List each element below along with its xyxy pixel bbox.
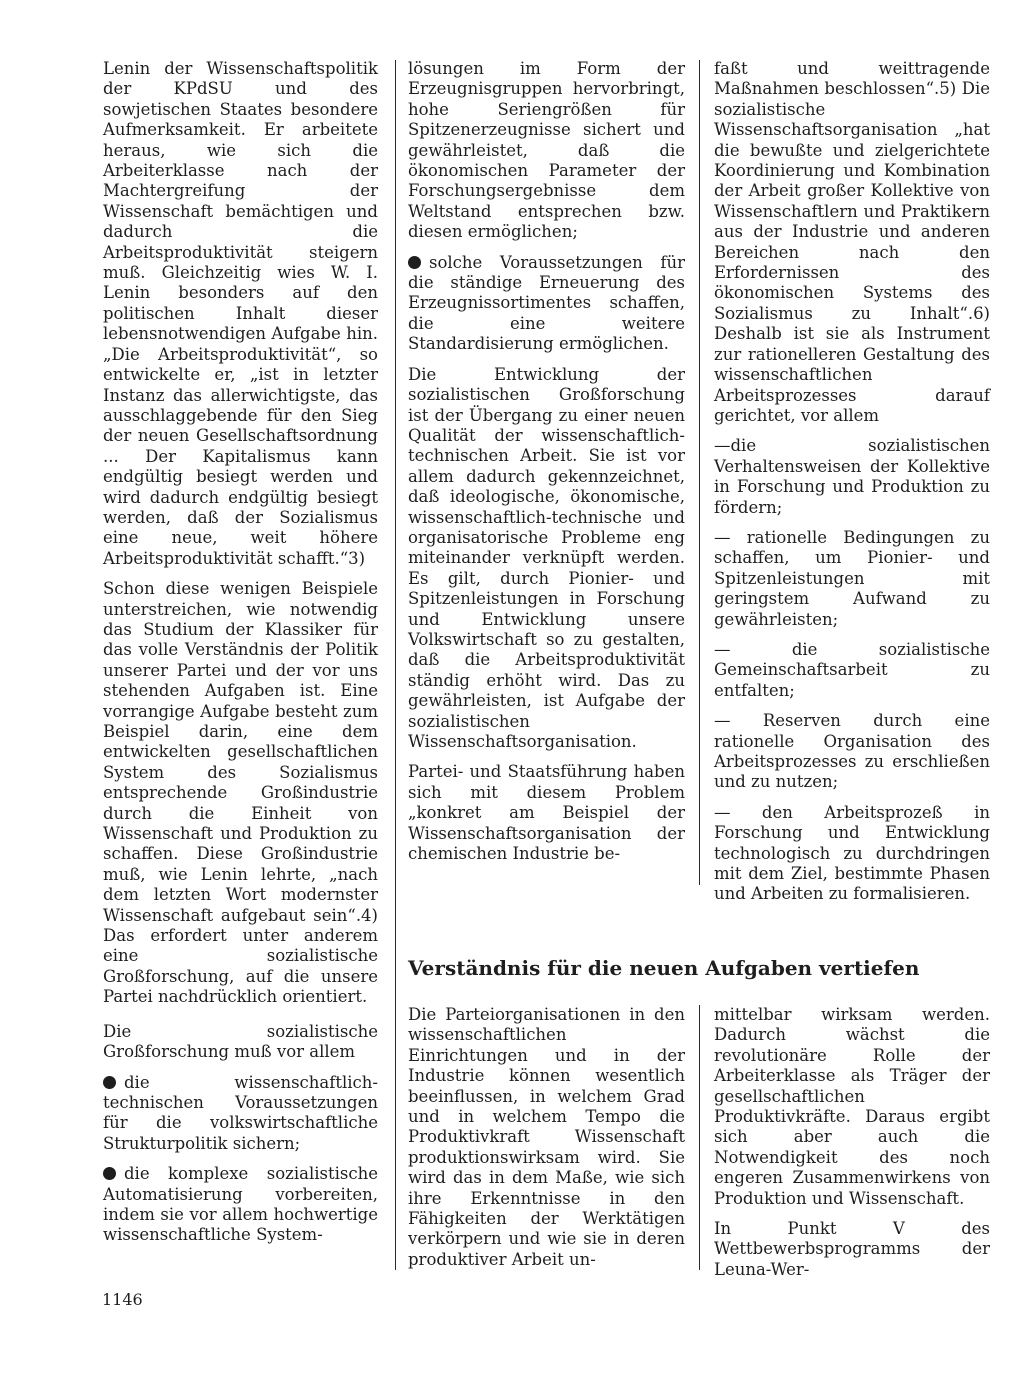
- paragraph: Die Parteiorganisationen in den wissenschaftlichen Einrichtungen und in der Industrie können wesentlich beeinflussen, in welchem Grad und in welchem Tempo die Produktivkraft Wissenschaft produktionswirksam wird. Sie wird das in dem Maße, wie sich ihre Erkenntnisse in den Fähigkeiten der Werktätigen verkörpern und wie sie in deren produktiver Arbeit un-: [408, 1005, 685, 1269]
- bullet-icon: [103, 1167, 116, 1180]
- paragraph: mittelbar wirksam werden. Dadurch wächst die revolutionäre Rolle der Arbeiterklasse als Träger der gesellschaftlichen Produktivkräfte. Daraus ergibt sich aber auch die Notwendigkeit des noch engeren Zusammenwirkens von Produktion und Wissenschaft.: [714, 1005, 990, 1208]
- bullet-item: [103, 1164, 378, 1246]
- bullet-text: die komplexe sozialistische Automatisierung vorbereiten, indem sie vor allem hochwertige wissenschaftliche System-: [103, 1164, 378, 1245]
- page-number: 1146: [102, 1290, 143, 1309]
- section-heading: Verständnis für die neuen Aufgaben vertiefen: [408, 956, 920, 980]
- paragraph: Die Entwicklung der sozialistischen Großforschung ist der Übergang zu einer neuen Qualität der wissenschaftlich-technischen Arbeit. Sie ist vor allem dadurch gekennzeichnet, daß ideologische, ökonomische, wissenschaftlich-technische und organisatorische Probleme eng miteinander verknüpft werden. Es gilt, durch Pionier- und Spitzenleistungen in Forschung und Entwicklung unsere Volkswirtschaft so zu gestalten, daß die Arbeitsproduktivität ständig erhöht wird. Das zu gewährleisten, ist Aufgabe der sozialistischen Wissenschaftsorganisation.: [408, 364, 685, 751]
- column-left: [103, 59, 378, 1256]
- column-right: [714, 59, 990, 915]
- paragraph: Die sozialistische Großforschung muß vor allem: [103, 1021, 378, 1062]
- section-column-right: [714, 1005, 990, 1290]
- bullet-text: die wissenschaftlich-technischen Voraussetzungen für die volkswirtschaftliche Strukturpolitik sichern;: [103, 1072, 378, 1153]
- bullet-icon: [408, 256, 421, 269]
- column-divider: [699, 60, 700, 885]
- column-divider: [699, 1005, 700, 1270]
- paragraph: lösungen im Form der Erzeugnisgruppen hervorbringt, hohe Seriengrößen für Spitzenerzeugnisse sichert und gewährleistet, daß die ökonomischen Parameter der Forschungsergebnisse dem Weltstand entsprechen bzw. diesen ermöglichen;: [408, 59, 685, 242]
- bullet-text: solche Voraussetzungen für die ständige Erneuerung des Erzeugnissortimentes schaffen, die eine weitere Standardisierung ermöglichen.: [408, 252, 685, 354]
- dash-item: — Reserven durch eine rationelle Organisation des Arbeitsprozesses zu erschließen und zu nutzen;: [714, 711, 990, 792]
- bullet-icon: [103, 1076, 116, 1089]
- dash-item: —die sozialistischen Verhaltensweisen der Kollektive in Forschung und Produktion zu fördern;: [714, 436, 990, 517]
- paragraph: Partei- und Staatsführung haben sich mit diesem Problem „konkret am Beispiel der Wissenschaftsorganisation der chemischen Industrie be-: [408, 762, 685, 864]
- column-divider: [395, 60, 396, 1270]
- section-column-middle: [408, 1005, 685, 1280]
- paragraph: Schon diese wenigen Beispiele unterstreichen, wie notwendig das Studium der Klassiker für das volle Verständnis der Politik unserer Partei und der vor uns stehenden Aufgaben ist. Eine vorrangige Aufgabe besteht zum Beispiel darin, eine dem entwickelten gesellschaftlichen System des Sozialismus entsprechende Großindustrie durch die Einheit von Wissenschaft und Produktion zu schaffen. Diese Großindustrie muß, wie Lenin lehrte, „nach dem letzten Wort modernster Wissenschaft aufgebaut sein“.4) Das erfordert unter anderem eine sozialistische Großforschung, auf die unsere Partei nachdrücklich orientiert.: [103, 579, 378, 1007]
- dash-item: — die sozialistische Gemeinschaftsarbeit zu entfalten;: [714, 639, 990, 700]
- paragraph: faßt und weittragende Maßnahmen beschlossen“.5) Die sozialistische Wissenschaftsorganisation „hat die bewußte und zielgerichtete Koordinierung und Kombination der Arbeit großer Kollektive von Wissenschaftlern und Praktikern aus der Industrie und anderen Bereichen nach den Erfordernissen des ökonomischen Systems des Sozialismus zu Inhalt“.6) Deshalb ist sie als Instrument zur rationelleren Gestaltung des wissenschaftlichen Arbeitsprozesses darauf gerichtet, vor allem: [714, 59, 990, 425]
- paragraph: Lenin der Wissenschaftspolitik der KPdSU und des sowjetischen Staates besondere Aufmerksamkeit. Er arbeitete heraus, wie sich die Arbeiterklasse nach der Machtergreifung der Wissenschaft bemächtigen und dadurch die Arbeitsproduktivität steigern muß. Gleichzeitig wies W. I. Lenin besonders auf den politischen Inhalt dieser lebensnotwendigen Aufgabe hin. „Die Arbeitsproduktivität“, so entwickelte er, „ist in letzter Instanz das allerwichtigste, das ausschlaggebende für den Sieg der neuen Gesellschaftsordnung ... Der Kapitalismus kann endgültig besiegt werden und wird dadurch endgültig besiegt werden, daß der Sozialismus eine neue, weit höhere Arbeitsproduktivität schafft.“3): [103, 59, 378, 568]
- bullet-item: [103, 1073, 378, 1155]
- dash-item: — den Arbeitsprozeß in Forschung und Entwicklung technologisch zu durchdringen mit dem Ziel, bestimmte Phasen und Arbeiten zu formalisieren.: [714, 802, 990, 904]
- bullet-item: [408, 253, 685, 355]
- paragraph: In Punkt V des Wettbewerbsprogramms der Leuna-Wer-: [714, 1219, 990, 1279]
- column-middle: [408, 59, 685, 874]
- dash-item: — rationelle Bedingungen zu schaffen, um Pionier- und Spitzenleistungen mit geringstem Aufwand zu gewährleisten;: [714, 527, 990, 629]
